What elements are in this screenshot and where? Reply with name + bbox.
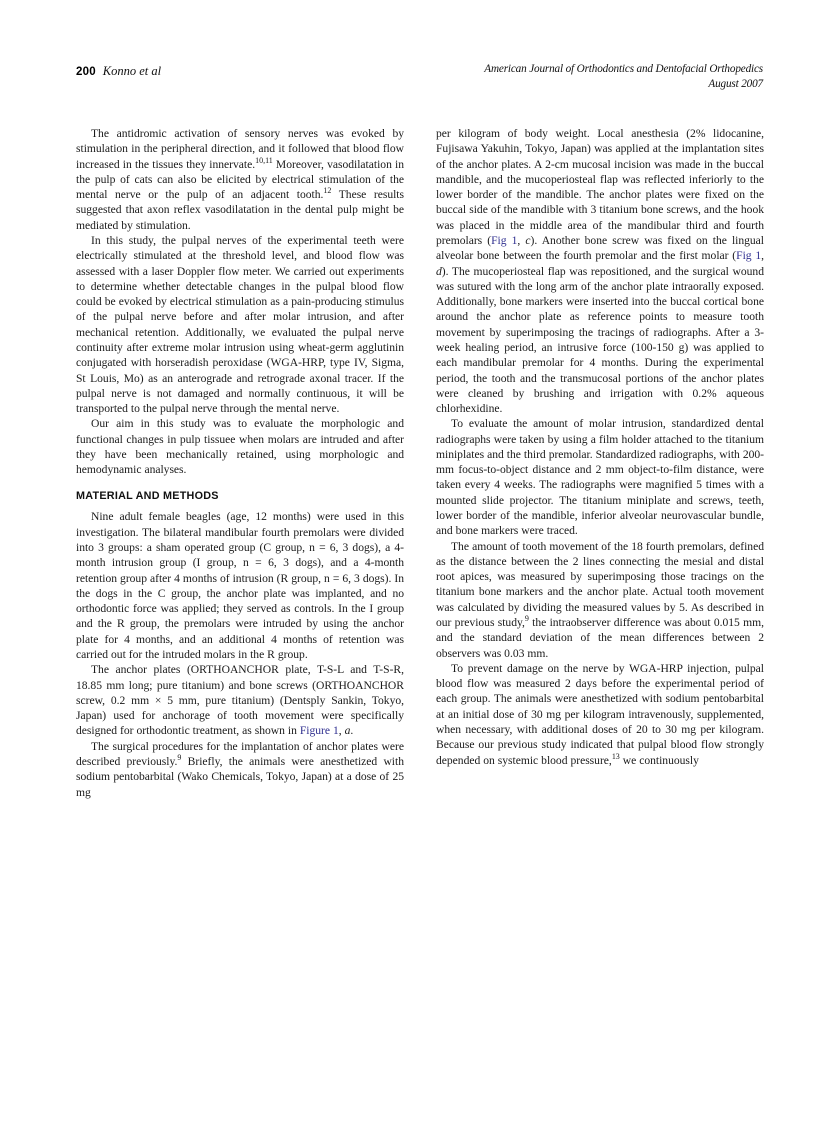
running-head-right xyxy=(484,62,763,92)
figure-panel-letter: d xyxy=(436,264,442,278)
text-run: The antidromic activation of sensory nerves was evoked by stimulation in the peripheral direction, and it followed that blood flow increased in the tissues they innervate. xyxy=(76,127,404,171)
paragraph-antidromic-activation xyxy=(76,126,404,233)
text-run: ). The mucoperiosteal flap was repositioned, and the surgical wound was sutured with the long arm of the anchor plate intraorally exposed. Additionally, bone markers were inserted into the buccal cortical bone around the anchor plate as reference points to measure tooth movement by superimposing the tracings of radiographs. After a 3-week healing period, an intrusive force (100-150 g) was applied to each mandibular premolar for 4 months. During the experimental period, the tooth and the transmucosal portions of the anchor plates were cleaned by brushing and irrigation with 0.2% aqueous chlorhexidine. xyxy=(436,264,764,416)
figure-link-figure-1-a[interactable]: Figure 1 xyxy=(299,724,339,738)
paragraph-radiographs: To evaluate the amount of molar intrusion, standardized dental radiographs were taken by using a film holder attached to the titanium miniplates and the third premolar. Standardized radiographs, with 200-mm focus-to-object distance and 2 mm object-to-film distance, were taken every 4 weeks. The radiographs were magnified 5 times with a mounted slide projector. The titanium miniplate and screws, teeth, lower border of the mandible, inferior alveolar neurovascular bundle, and bone markers were traced. xyxy=(436,417,764,538)
text-run: , xyxy=(761,249,765,263)
paragraph-surgical-procedures xyxy=(76,739,404,800)
text-run: ). Another bone screw was fixed on the lingual alveolar bone between the fourth premolar and the first molar ( xyxy=(436,233,765,263)
reference-marker: 9 xyxy=(524,614,529,624)
text-run: per kilogram of body weight. Local anesthesia (2% lidocanine, Fujisawa Yakuhin, Tokyo, Japan) was applied at the implantation sites of the anchor plates. A 2-cm mucosal incision was made in the buccal mandible, and the mucoperiosteal flap was reflected inferiorly to the lower border of the mandible. The anchor plates were fixed on the buccal side of the mandible with 3 titanium bone screws, and the hook was placed in the middle area of the mandibular third and fourth premolars ( xyxy=(436,127,764,247)
paragraph-anchor-plates xyxy=(76,662,404,738)
text-run: Briefly, the animals were anesthetized with sodium pentobarbital (Wako Chemicals, Tokyo, Japan) at a dose of 25 mg xyxy=(76,754,404,799)
paragraph-anesthesia-continued xyxy=(436,126,764,416)
paragraph-tooth-movement xyxy=(436,539,764,661)
text-run: The anchor plates (ORTHOANCHOR plate, T-S-L and T-S-R, 18.85 mm long; pure titanium) and bone screws (ORTHOANCHOR screw, 0.2 mm × 5 mm, pure titanium) (Dentsply Sankin, Tokyo, Japan) used for anchorage of tooth movement were specifically designed for orthodontic treatment, as shown in xyxy=(76,663,404,738)
figure-link-fig-1-c[interactable]: Fig 1 xyxy=(491,233,518,247)
text-run: The amount of tooth movement of the 18 fourth premolars, defined as the distance between the 2 lines connecting the mesial and distal root apices, was measured by superimposing those tracings on the titanium bone markers and the anchor plate. Actual tooth movement was calculated by dividing the measured values by 5. As described in our previous study, xyxy=(436,539,764,629)
text-run: we continuously xyxy=(619,753,699,767)
text-run: Moreover, vasodilatation in the pulp of cats can also be elicited by electrical stimulation of the mental nerve or the pulp of an adjacent tooth. xyxy=(76,157,405,202)
reference-marker: 12 xyxy=(323,186,332,196)
figure-panel-letter: c xyxy=(525,233,531,247)
paragraph-aim: Our aim in this study was to evaluate the morphologic and functional changes in pulp tissuee when molars are intruded and after they have been mechanically retained, using morphologic and hemodynamic analyses. xyxy=(76,417,404,477)
journal-title: American Journal of Orthodontics and Dentofacial Orthopedics xyxy=(484,63,763,75)
page-number: 200 xyxy=(76,66,96,78)
text-run: the intraobserver difference was about 0.015 mm, and the standard deviation of the mean differences between 2 observers was 0.03 mm. xyxy=(436,616,764,660)
reference-marker: 9 xyxy=(177,753,182,763)
paragraph-study-design: In this study, the pulpal nerves of the experimental teeth were electrically stimulated at the threshold level, and blood flow was assessed with a laser Doppler flow meter. We carried out experiments to determine whether detectable changes in the pulpal blood flow could be evoked by electrical stimulation as a pain-producing stimulus of the pulpal nerve before and after molar intrusion, and after mechanical retention. Additionally, we evaluated the pulpal nerve continuity after extreme molar intrusion using wheat-germ agglutinin conjugated with horseradish peroxidase (WGA-HRP, type IV, Sigma, St Louis, Mo) as an anterograde and retrograde axonal tracer. If the pulpal nerve is not damaged and normally continuous, it will be transported to the pulpal nerve through the mental nerve. xyxy=(76,233,404,416)
reference-marker: 13 xyxy=(611,751,620,761)
text-run: , xyxy=(338,724,345,738)
figure-panel-letter: a xyxy=(344,724,351,738)
body-columns xyxy=(76,126,764,800)
paragraph-animals: Nine adult female beagles (age, 12 months) were used in this investigation. The bilateral mandibular fourth premolars were divided into 3 groups: a sham operated group (C group, n = 6, 3 dogs), a 4-month intrusion group (I group, n = 6, 3 dogs), and a 4-month retention group after 4 months of intrusion (R group, n = 6, 3 dogs). In the dogs in the C group, the anchor plate was implanted, and no orthodontic force was applied; they served as controls. In the I group and the R group, the premolars were intruded by using the anchor plate for 4 months, and an additional 4 months of retention was carried out for the intruded molars in the R group. xyxy=(76,510,404,661)
text-run: , xyxy=(517,233,526,247)
section-heading-material-and-methods: MATERIAL AND METHODS xyxy=(76,490,219,503)
issue-date: August 2007 xyxy=(708,78,763,90)
column-right xyxy=(436,126,764,768)
text-run: To prevent damage on the nerve by WGA-HRP injection, pulpal blood flow was measured 2 days before the experimental period of each group. The animals were anesthetized with sodium pentobarbital at an initial dose of 30 mg per kilogram intravenously, supplemented, when necessary, with additional doses of 20 to 30 mg per kilogram. Because our previous study indicated that pulpal blood flow strongly depended on systemic blood pressure, xyxy=(436,661,764,767)
running-head-left xyxy=(76,62,161,80)
figure-link-fig-1-d[interactable]: Fig 1 xyxy=(736,249,762,263)
text-run: These results suggested that axon reflex vasodilatation in the dental pulp might be mediated by stimulation. xyxy=(76,188,404,232)
text-run: . xyxy=(350,724,354,738)
running-head-authors: Konno et al xyxy=(102,64,162,78)
running-head xyxy=(76,62,763,96)
paragraph-wga-hrp-injection xyxy=(436,661,764,768)
column-left xyxy=(76,126,404,800)
reference-marker: 10,11 xyxy=(255,155,273,165)
text-run: The surgical procedures for the implantation of anchor plates were described previously. xyxy=(76,739,404,768)
